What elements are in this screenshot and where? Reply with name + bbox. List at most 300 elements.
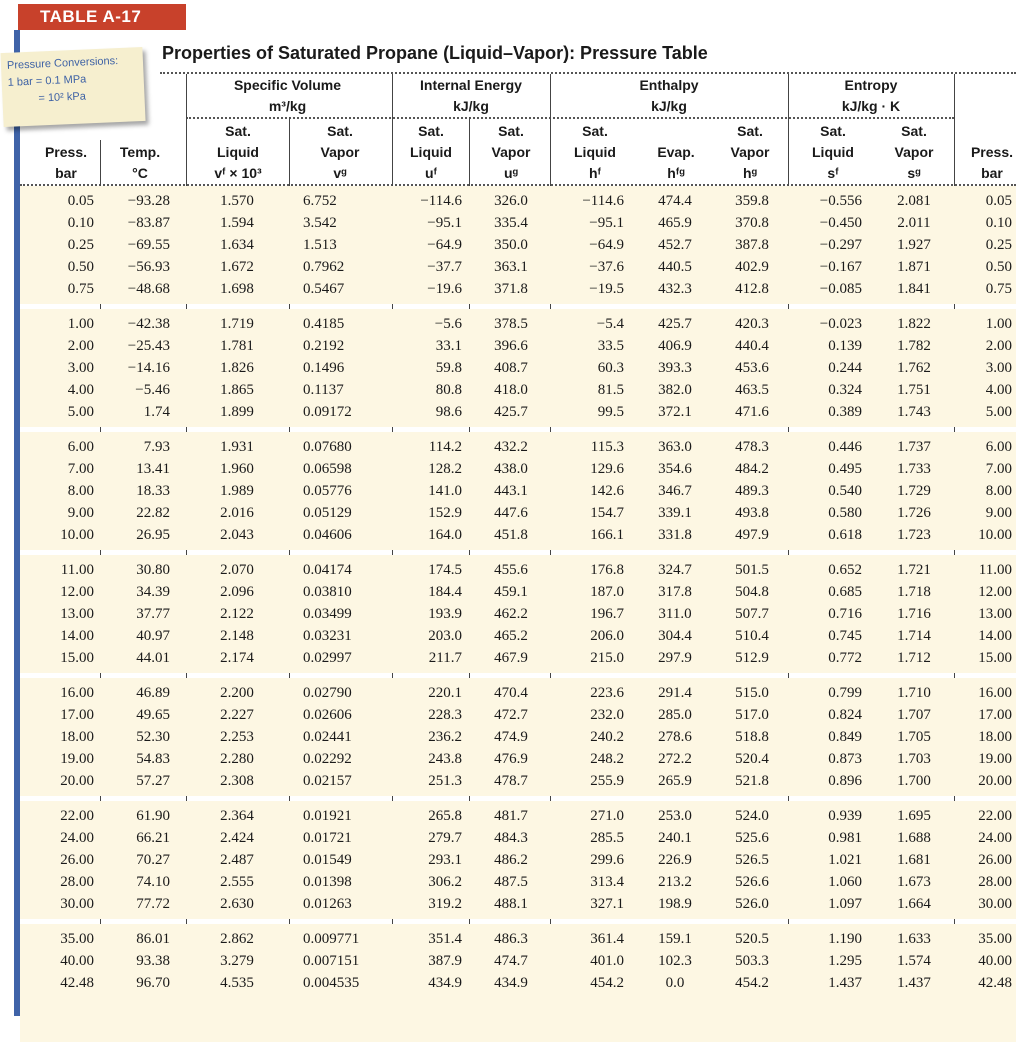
cell-sg: 1.712 xyxy=(897,650,931,667)
cell-sg: 1.681 xyxy=(897,852,931,869)
cell-sg: 1.633 xyxy=(897,931,931,947)
cell-hfg: 440.5 xyxy=(658,259,692,276)
cell-sf: 1.097 xyxy=(828,896,862,913)
cell-ug: 474.9 xyxy=(494,729,528,746)
cell-uf: 114.2 xyxy=(428,439,462,455)
page-title: Properties of Saturated Propane (Liquid–Vapor): Pressure Table xyxy=(162,43,708,63)
cell-ug: 363.1 xyxy=(494,259,528,276)
cell-ug: 408.7 xyxy=(494,360,528,377)
cell-uf: −5.6 xyxy=(434,316,462,332)
cell-vg: 0.03810 xyxy=(303,584,352,601)
cell-press2: 17.00 xyxy=(978,707,1012,724)
cell-temp: 22.82 xyxy=(136,505,170,522)
cell-vg: 0.1137 xyxy=(303,382,344,399)
cell-sg: 2.011 xyxy=(897,215,931,232)
cell-ug: 350.0 xyxy=(494,237,528,254)
cell-ug: 488.1 xyxy=(494,896,528,913)
cell-vf: 1.826 xyxy=(220,360,254,377)
cell-vf: 1.781 xyxy=(220,338,254,355)
cell-uf: 387.9 xyxy=(428,953,462,970)
cell-temp: 49.65 xyxy=(136,707,170,724)
cell-ug: 474.7 xyxy=(494,953,528,970)
cell-hg: 412.8 xyxy=(735,281,769,298)
cell-hfg: 265.9 xyxy=(658,773,692,790)
vg-col-header: Sat. Vapor vᵍ xyxy=(320,123,360,181)
cell-hf: 187.0 xyxy=(590,584,624,601)
cell-sf: 0.896 xyxy=(828,773,862,790)
internal-energy-header: Internal Energy kJ/kg xyxy=(420,77,522,114)
cell-press: 10.00 xyxy=(60,527,94,544)
cell-uf: 220.1 xyxy=(428,685,462,701)
cell-vg: 3.542 xyxy=(303,215,337,232)
cell-sf: 0.618 xyxy=(828,527,862,544)
cell-ug: 447.6 xyxy=(494,505,528,522)
cell-temp: 26.95 xyxy=(136,527,170,544)
cell-press2: 1.00 xyxy=(985,316,1012,332)
cell-hf: 255.9 xyxy=(590,773,624,790)
entropy-header: Entropy kJ/kg · K xyxy=(841,77,901,114)
cell-hg: 521.8 xyxy=(735,773,769,790)
cell-uf: 80.8 xyxy=(435,382,462,399)
cell-uf: 236.2 xyxy=(428,729,462,746)
cell-press: 1.00 xyxy=(67,316,94,332)
cell-vg: 0.007151 xyxy=(303,953,360,970)
cell-sf: 0.745 xyxy=(828,628,862,645)
cell-hg: 518.8 xyxy=(735,729,769,746)
cell-ug: 481.7 xyxy=(494,808,528,824)
cell-sf: 0.939 xyxy=(828,808,862,824)
cell-hg: 489.3 xyxy=(735,483,769,500)
cell-hf: 142.6 xyxy=(590,483,624,500)
cell-vf: 2.200 xyxy=(220,685,254,701)
cell-hg: 517.0 xyxy=(735,707,769,724)
cell-temp: 66.21 xyxy=(136,830,170,847)
cell-sf: 1.190 xyxy=(828,931,862,947)
cell-uf: 152.9 xyxy=(428,505,462,522)
cell-vf: 2.630 xyxy=(220,896,254,913)
cell-vg: 0.02606 xyxy=(303,707,352,724)
cell-sf: 0.981 xyxy=(828,830,862,847)
cell-hf: 313.4 xyxy=(590,874,624,891)
cell-hg: 454.2 xyxy=(735,975,769,992)
cell-vg: 0.02441 xyxy=(303,729,352,746)
cell-ug: 443.1 xyxy=(494,483,528,500)
cell-ug: 378.5 xyxy=(494,316,528,332)
cell-sf: −0.556 xyxy=(819,193,862,209)
cell-hf: 240.2 xyxy=(590,729,624,746)
cell-hf: −37.6 xyxy=(589,259,624,276)
cell-press: 18.00 xyxy=(60,729,94,746)
cell-temp: 1.74 xyxy=(143,404,170,421)
cell-hg: 370.8 xyxy=(735,215,769,232)
cell-hfg: 285.0 xyxy=(658,707,692,724)
cell-vf: 1.594 xyxy=(220,215,254,232)
cell-press: 12.00 xyxy=(60,584,94,601)
cell-press2: 4.00 xyxy=(985,382,1012,399)
cell-hf: 33.5 xyxy=(597,338,624,355)
cell-hf: 299.6 xyxy=(590,852,624,869)
cell-ug: 371.8 xyxy=(494,281,528,298)
cell-sg: 1.733 xyxy=(897,461,931,478)
cell-press: 42.48 xyxy=(60,975,94,992)
cell-temp: 37.77 xyxy=(136,606,170,623)
cell-uf: 128.2 xyxy=(428,461,462,478)
cell-hf: 271.0 xyxy=(590,808,624,824)
cell-sg: 1.714 xyxy=(897,628,931,645)
cell-sf: 0.799 xyxy=(828,685,862,701)
cell-hf: −64.9 xyxy=(589,237,624,254)
cell-sg: 1.822 xyxy=(897,316,931,332)
cell-temp: −56.93 xyxy=(127,259,170,276)
conversions-title: Pressure Conversions: xyxy=(6,55,119,72)
cell-vf: 1.960 xyxy=(220,461,254,478)
cell-vf: 2.043 xyxy=(220,527,254,544)
cell-hf: 99.5 xyxy=(597,404,624,421)
cell-hg: 526.6 xyxy=(735,874,769,891)
cell-uf: 306.2 xyxy=(428,874,462,891)
cell-hf: 196.7 xyxy=(590,606,624,623)
hg-col-header: Sat. Vapor hᵍ xyxy=(730,123,770,181)
cell-temp: 96.70 xyxy=(136,975,170,992)
cell-temp: −5.46 xyxy=(135,382,170,399)
cell-press2: 5.00 xyxy=(985,404,1012,421)
cell-temp: 74.10 xyxy=(136,874,170,891)
cell-vf: 1.634 xyxy=(220,237,254,254)
cell-vf: 2.308 xyxy=(220,773,254,790)
cell-sg: 1.688 xyxy=(897,830,931,847)
cell-ug: 418.0 xyxy=(494,382,528,399)
cell-vg: 0.5467 xyxy=(303,281,345,298)
cell-vf: 1.570 xyxy=(220,193,254,209)
cell-press2: 0.25 xyxy=(985,237,1012,254)
cell-vg: 0.02997 xyxy=(303,650,352,667)
cell-press2: 3.00 xyxy=(985,360,1012,377)
cell-uf: −64.9 xyxy=(427,237,462,254)
cell-vf: 1.899 xyxy=(220,404,254,421)
cell-press2: 22.00 xyxy=(978,808,1012,824)
cell-press2: 20.00 xyxy=(978,773,1012,790)
cell-hf: −5.4 xyxy=(596,316,624,332)
cell-hfg: 393.3 xyxy=(658,360,692,377)
cell-vg: 1.513 xyxy=(303,237,337,254)
cell-ug: 465.2 xyxy=(494,628,528,645)
cell-temp: 46.89 xyxy=(136,685,170,701)
cell-hfg: 425.7 xyxy=(658,316,692,332)
cell-press: 7.00 xyxy=(67,461,94,478)
cell-vg: 0.04606 xyxy=(303,527,352,544)
cell-hfg: 291.4 xyxy=(658,685,692,701)
cell-temp: −69.55 xyxy=(127,237,170,254)
cell-uf: 98.6 xyxy=(435,404,462,421)
cell-uf: 203.0 xyxy=(428,628,462,645)
cell-press2: 0.75 xyxy=(985,281,1012,298)
cell-ug: 326.0 xyxy=(494,193,528,209)
cell-sg: 2.081 xyxy=(897,193,931,209)
cell-hfg: 240.1 xyxy=(658,830,692,847)
cell-press: 0.50 xyxy=(67,259,94,276)
cell-temp: 77.72 xyxy=(136,896,170,913)
specific-volume-header: Specific Volume m³/kg xyxy=(233,77,342,114)
cell-temp: −42.38 xyxy=(127,316,170,332)
cell-vg: 0.07680 xyxy=(303,439,352,455)
cell-sf: 0.772 xyxy=(828,650,862,667)
cell-hf: 248.2 xyxy=(590,751,624,768)
cell-sf: −0.167 xyxy=(819,259,862,276)
cell-temp: 93.38 xyxy=(136,953,170,970)
uf-col-header: Sat. Liquid uᶠ xyxy=(410,123,452,181)
cell-press2: 24.00 xyxy=(978,830,1012,847)
cell-sf: 0.244 xyxy=(828,360,862,377)
cell-uf: 293.1 xyxy=(428,852,462,869)
cell-uf: 319.2 xyxy=(428,896,462,913)
cell-press: 22.00 xyxy=(60,808,94,824)
cell-vf: 2.070 xyxy=(220,562,254,578)
cell-hg: 463.5 xyxy=(735,382,769,399)
cell-ug: 486.2 xyxy=(494,852,528,869)
cell-sf: 0.716 xyxy=(828,606,862,623)
cell-sg: 1.437 xyxy=(897,975,931,992)
cell-hfg: 354.6 xyxy=(658,461,692,478)
sf-col-header: Sat. Liquid sᶠ xyxy=(812,123,854,181)
cell-sg: 1.707 xyxy=(897,707,931,724)
cell-hg: 503.3 xyxy=(735,953,769,970)
cell-sg: 1.695 xyxy=(897,808,931,824)
cell-temp: −93.28 xyxy=(127,193,170,209)
cell-temp: 54.83 xyxy=(136,751,170,768)
cell-ug: 432.2 xyxy=(494,439,528,455)
cell-sf: 1.021 xyxy=(828,852,862,869)
cell-press: 40.00 xyxy=(60,953,94,970)
cell-vf: 1.698 xyxy=(220,281,254,298)
cell-sf: 0.139 xyxy=(828,338,862,355)
cell-temp: 13.41 xyxy=(136,461,170,478)
cell-press: 14.00 xyxy=(60,628,94,645)
cell-press: 0.10 xyxy=(67,215,94,232)
cell-sg: 1.927 xyxy=(897,237,931,254)
header-top-rule xyxy=(160,72,1016,74)
cell-uf: 434.9 xyxy=(428,975,462,992)
cell-press: 0.25 xyxy=(67,237,94,254)
cell-uf: 228.3 xyxy=(428,707,462,724)
cell-uf: 174.5 xyxy=(428,562,462,578)
cell-hfg: 339.1 xyxy=(658,505,692,522)
cell-press2: 7.00 xyxy=(985,461,1012,478)
cell-press2: 6.00 xyxy=(985,439,1012,455)
cell-press2: 30.00 xyxy=(978,896,1012,913)
cell-press: 28.00 xyxy=(60,874,94,891)
conversions-line-2: = 10² kPa xyxy=(38,90,87,105)
cell-uf: 251.3 xyxy=(428,773,462,790)
cell-press: 0.05 xyxy=(67,193,94,209)
cell-hfg: 253.0 xyxy=(658,808,692,824)
cell-hg: 497.9 xyxy=(735,527,769,544)
cell-press2: 35.00 xyxy=(978,931,1012,947)
cell-vf: 1.931 xyxy=(220,439,254,455)
cell-press2: 40.00 xyxy=(978,953,1012,970)
cell-vg: 0.03499 xyxy=(303,606,352,623)
cell-ug: 455.6 xyxy=(494,562,528,578)
cell-vf: 2.280 xyxy=(220,751,254,768)
cell-vf: 2.424 xyxy=(220,830,254,847)
pressure-conversions-note xyxy=(0,47,145,127)
cell-hfg: 278.6 xyxy=(658,729,692,746)
cell-vg: 0.03231 xyxy=(303,628,352,645)
cell-hg: 520.5 xyxy=(735,931,769,947)
cell-sg: 1.718 xyxy=(897,584,931,601)
cell-uf: −19.6 xyxy=(427,281,462,298)
cell-hf: −114.6 xyxy=(582,193,624,209)
cell-sf: −0.450 xyxy=(819,215,862,232)
cell-uf: 164.0 xyxy=(428,527,462,544)
cell-press: 17.00 xyxy=(60,707,94,724)
vf-col-header: Sat. Liquid vᶠ × 10³ xyxy=(214,123,262,181)
cell-hg: 504.8 xyxy=(735,584,769,601)
cell-ug: 476.9 xyxy=(494,751,528,768)
cell-uf: −37.7 xyxy=(427,259,462,276)
cell-uf: 141.0 xyxy=(428,483,462,500)
press-col-header: Press. bar xyxy=(44,144,88,181)
cell-vf: 1.865 xyxy=(220,382,254,399)
cell-sg: 1.664 xyxy=(897,896,931,913)
cell-temp: −48.68 xyxy=(127,281,170,298)
cell-press: 6.00 xyxy=(67,439,94,455)
cell-hg: 525.6 xyxy=(735,830,769,847)
cell-press: 4.00 xyxy=(67,382,94,399)
cell-hfg: 406.9 xyxy=(658,338,692,355)
cell-press: 26.00 xyxy=(60,852,94,869)
cell-hg: 512.9 xyxy=(735,650,769,667)
cell-hg: 453.6 xyxy=(735,360,769,377)
cell-temp: 18.33 xyxy=(136,483,170,500)
cell-press2: 9.00 xyxy=(985,505,1012,522)
cell-vg: 0.7962 xyxy=(303,259,345,276)
cell-vg: 0.04174 xyxy=(303,562,352,578)
cell-vg: 0.009771 xyxy=(303,931,360,947)
cell-uf: 59.8 xyxy=(435,360,462,377)
cell-sg: 1.721 xyxy=(897,562,931,578)
sg-col-header: Sat. Vapor sᵍ xyxy=(894,123,934,181)
cell-ug: 470.4 xyxy=(494,685,528,701)
cell-temp: 70.27 xyxy=(136,852,170,869)
cell-press: 13.00 xyxy=(60,606,94,623)
cell-hfg: 474.4 xyxy=(658,193,692,209)
cell-hf: 206.0 xyxy=(590,628,624,645)
cell-vg: 0.01549 xyxy=(303,852,352,869)
cell-vf: 2.253 xyxy=(220,729,254,746)
cell-uf: 193.9 xyxy=(428,606,462,623)
cell-vg: 0.05129 xyxy=(303,505,352,522)
cell-vg: 0.09172 xyxy=(303,404,352,421)
cell-hfg: 372.1 xyxy=(658,404,692,421)
cell-vg: 0.02790 xyxy=(303,685,352,701)
cell-sf: 0.849 xyxy=(828,729,862,746)
cell-press: 20.00 xyxy=(60,773,94,790)
cell-hfg: 272.2 xyxy=(658,751,692,768)
cell-hf: 129.6 xyxy=(590,461,624,478)
cell-vf: 3.279 xyxy=(220,953,254,970)
cell-uf: 33.1 xyxy=(435,338,462,355)
cell-sg: 1.705 xyxy=(897,729,931,746)
cell-hfg: 465.9 xyxy=(658,215,692,232)
cell-ug: 462.2 xyxy=(494,606,528,623)
ug-col-header: Sat. Vapor uᵍ xyxy=(491,123,531,181)
cell-ug: 425.7 xyxy=(494,404,528,421)
cell-ug: 487.5 xyxy=(494,874,528,891)
cell-hfg: 346.7 xyxy=(658,483,692,500)
cell-hfg: 297.9 xyxy=(658,650,692,667)
cell-hf: 81.5 xyxy=(597,382,624,399)
cell-press2: 19.00 xyxy=(978,751,1012,768)
cell-sf: 1.295 xyxy=(828,953,862,970)
cell-vg: 0.004535 xyxy=(303,975,360,992)
cell-press2: 26.00 xyxy=(978,852,1012,869)
cell-vg: 0.05776 xyxy=(303,483,352,500)
cell-vg: 0.1496 xyxy=(303,360,345,377)
cell-sg: 1.574 xyxy=(897,953,931,970)
cell-hg: 440.4 xyxy=(735,338,769,355)
cell-vf: 2.148 xyxy=(220,628,254,645)
cell-uf: −114.6 xyxy=(420,193,462,209)
cell-hfg: 311.0 xyxy=(658,606,692,623)
cell-hg: 526.0 xyxy=(735,896,769,913)
cell-sf: 0.540 xyxy=(828,483,862,500)
table-tag: TABLE A-17 xyxy=(18,4,186,30)
temp-col-header: Temp. °C xyxy=(119,144,161,181)
hf-col-header: Sat. Liquid hᶠ xyxy=(574,123,616,181)
cell-vf: 1.672 xyxy=(220,259,254,276)
cell-vg: 6.752 xyxy=(303,193,337,209)
cell-hfg: 0.0 xyxy=(665,975,685,992)
cell-hg: 359.8 xyxy=(735,193,769,209)
cell-vg: 0.02157 xyxy=(303,773,352,790)
cell-uf: 211.7 xyxy=(428,650,462,667)
cell-temp: 57.27 xyxy=(136,773,170,790)
cell-sg: 1.729 xyxy=(897,483,931,500)
cell-hf: 327.1 xyxy=(590,896,624,913)
cell-press: 8.00 xyxy=(67,483,94,500)
cell-hfg: 304.4 xyxy=(658,628,692,645)
cell-press: 30.00 xyxy=(60,896,94,913)
cell-vf: 2.016 xyxy=(220,505,254,522)
cell-hfg: 213.2 xyxy=(658,874,692,891)
cell-uf: 265.8 xyxy=(428,808,462,824)
cell-ug: 484.3 xyxy=(494,830,528,847)
cell-sf: 0.446 xyxy=(828,439,862,455)
cell-sg: 1.782 xyxy=(897,338,931,355)
hfg-col-header: Evap. hᶠᵍ xyxy=(657,144,695,181)
cell-hg: 520.4 xyxy=(735,751,769,768)
cell-hg: 471.6 xyxy=(735,404,769,421)
cell-temp: 40.97 xyxy=(136,628,170,645)
cell-hf: −95.1 xyxy=(589,215,624,232)
cell-vf: 1.989 xyxy=(220,483,254,500)
cell-sg: 1.762 xyxy=(897,360,931,377)
cell-sg: 1.723 xyxy=(897,527,931,544)
cell-sf: −0.023 xyxy=(819,316,862,332)
cell-hf: −19.5 xyxy=(589,281,624,298)
cell-vf: 2.862 xyxy=(220,931,254,947)
enthalpy-header: Enthalpy kJ/kg xyxy=(639,77,699,114)
cell-vg: 0.01398 xyxy=(303,874,352,891)
cell-ug: 467.9 xyxy=(494,650,528,667)
cell-temp: −25.43 xyxy=(127,338,170,355)
cell-hg: 493.8 xyxy=(735,505,769,522)
cell-sg: 1.710 xyxy=(897,685,931,701)
cell-ug: 396.6 xyxy=(494,338,528,355)
cell-press: 11.00 xyxy=(60,562,94,578)
cell-vg: 0.2192 xyxy=(303,338,345,355)
cell-hf: 454.2 xyxy=(590,975,624,992)
